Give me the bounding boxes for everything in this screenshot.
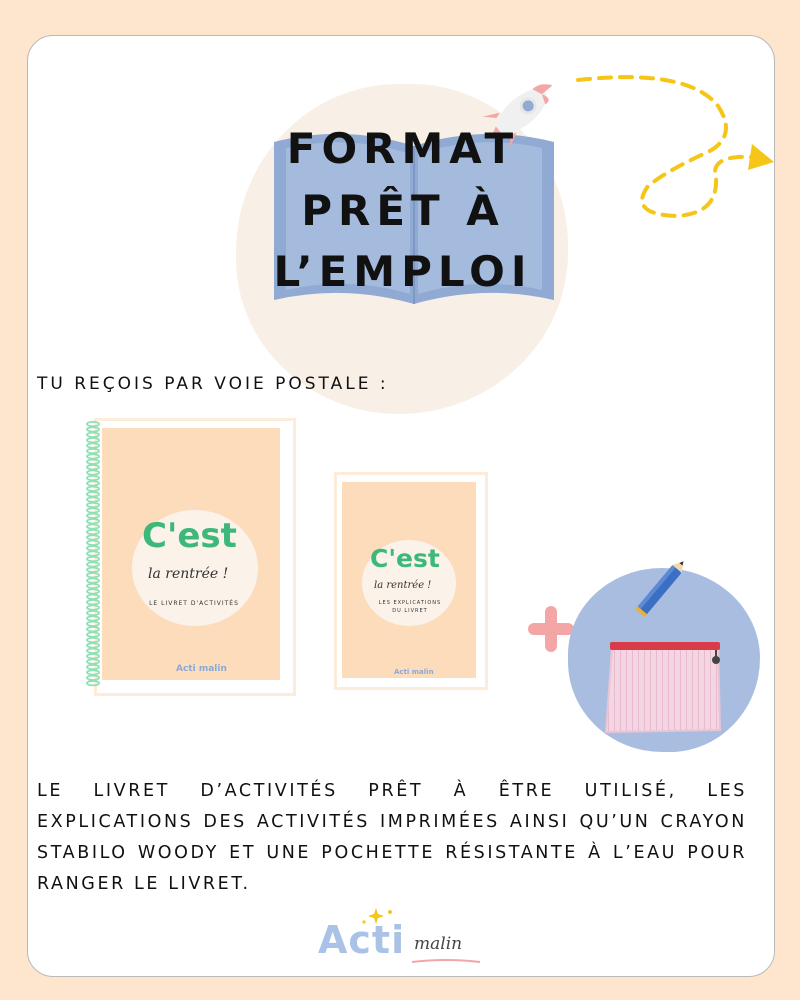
spiral-ring [87, 541, 99, 545]
explanations-subtitle-1: LES EXPLICATIONS [378, 600, 442, 606]
spiral-ring [87, 470, 99, 474]
spiral-ring [87, 508, 99, 512]
spiral-ring [87, 632, 99, 636]
logo-underline [410, 958, 482, 966]
activity-booklet-image [80, 414, 292, 692]
spiral-ring [87, 427, 99, 431]
spiral-ring [87, 557, 99, 561]
logo-script-text: malin [414, 934, 463, 954]
spiral-ring [87, 492, 99, 496]
booklet-cover [102, 428, 280, 680]
spiral-ring [87, 546, 99, 550]
logo-main-text: Acti [318, 918, 406, 962]
spiral-ring [87, 595, 99, 599]
pouch-icon [602, 634, 728, 738]
spiral-ring [87, 643, 99, 647]
intro-text: TU REÇOIS PAR VOIE POSTALE : [37, 374, 389, 394]
spiral-ring [87, 524, 99, 528]
spiral-ring [87, 611, 99, 615]
spiral-ring [87, 627, 99, 631]
spiral-ring [87, 605, 99, 609]
page-title [178, 118, 628, 303]
spiral-ring [87, 465, 99, 469]
spiral-ring [87, 676, 99, 680]
spiral-ring [87, 481, 99, 485]
spiral-ring [87, 449, 99, 453]
spiral-ring [87, 433, 99, 437]
explanations-brand: C'est [370, 544, 440, 573]
title-line-2: PRÊT À [301, 185, 505, 235]
explanations-booklet-image [334, 472, 488, 690]
spiral-ring [87, 584, 99, 588]
spiral-ring [87, 622, 99, 626]
spiral-ring [87, 503, 99, 507]
content-card [27, 35, 775, 977]
explanations-cover [342, 482, 476, 678]
spiral-ring [87, 454, 99, 458]
spiral-ring [87, 659, 99, 663]
explanations-subtitle-2: DU LIVRET [392, 608, 428, 614]
spiral-ring [87, 460, 99, 464]
spiral-ring [87, 665, 99, 669]
spiral-ring [87, 422, 99, 426]
spiral-binding-icon [86, 420, 100, 688]
spiral-ring [87, 649, 99, 653]
spiral-ring [87, 589, 99, 593]
spiral-ring [87, 443, 99, 447]
spiral-ring [87, 514, 99, 518]
booklet-subtitle: LE LIVRET D'ACTIVITÉS [149, 600, 239, 607]
spiral-ring [87, 578, 99, 582]
title-line-1: FORMAT [286, 124, 520, 173]
spiral-ring [87, 638, 99, 642]
spiral-ring [87, 681, 99, 685]
description-text: LE LIVRET D’ACTIVITÉS PRÊT À ÊTRE UTILISÉ, LES EXPLICATIONS DES ACTIVITÉS IMPRIMÉES AINSI QU’UN CRAYON STABILO WOODY ET UNE POCHETTE RÉSISTANTE À L’EAU POUR RANGER LE LIVRET. [37, 781, 747, 894]
spiral-ring [87, 497, 99, 501]
explanations-tagline: la rentrée ! [374, 580, 432, 591]
title-line-3: L’EMPLOI [273, 247, 533, 297]
spiral-ring [87, 551, 99, 555]
spiral-ring [87, 562, 99, 566]
spiral-ring [87, 487, 99, 491]
spiral-ring [87, 438, 99, 442]
spiral-ring [87, 654, 99, 658]
actimalin-logo [318, 912, 488, 972]
spiral-ring [87, 670, 99, 674]
explanations-logo: Acti malin [394, 668, 434, 676]
spiral-ring [87, 476, 99, 480]
booklet-tagline: la rentrée ! [148, 566, 229, 582]
pencil-icon [626, 552, 696, 624]
spiral-ring [87, 530, 99, 534]
spiral-ring [87, 573, 99, 577]
spiral-ring [87, 616, 99, 620]
booklet-logo: Acti malin [176, 664, 227, 674]
spiral-ring [87, 535, 99, 539]
spiral-ring [87, 600, 99, 604]
spiral-ring [87, 519, 99, 523]
booklet-brand: C'est [142, 516, 237, 556]
spiral-ring [87, 568, 99, 572]
